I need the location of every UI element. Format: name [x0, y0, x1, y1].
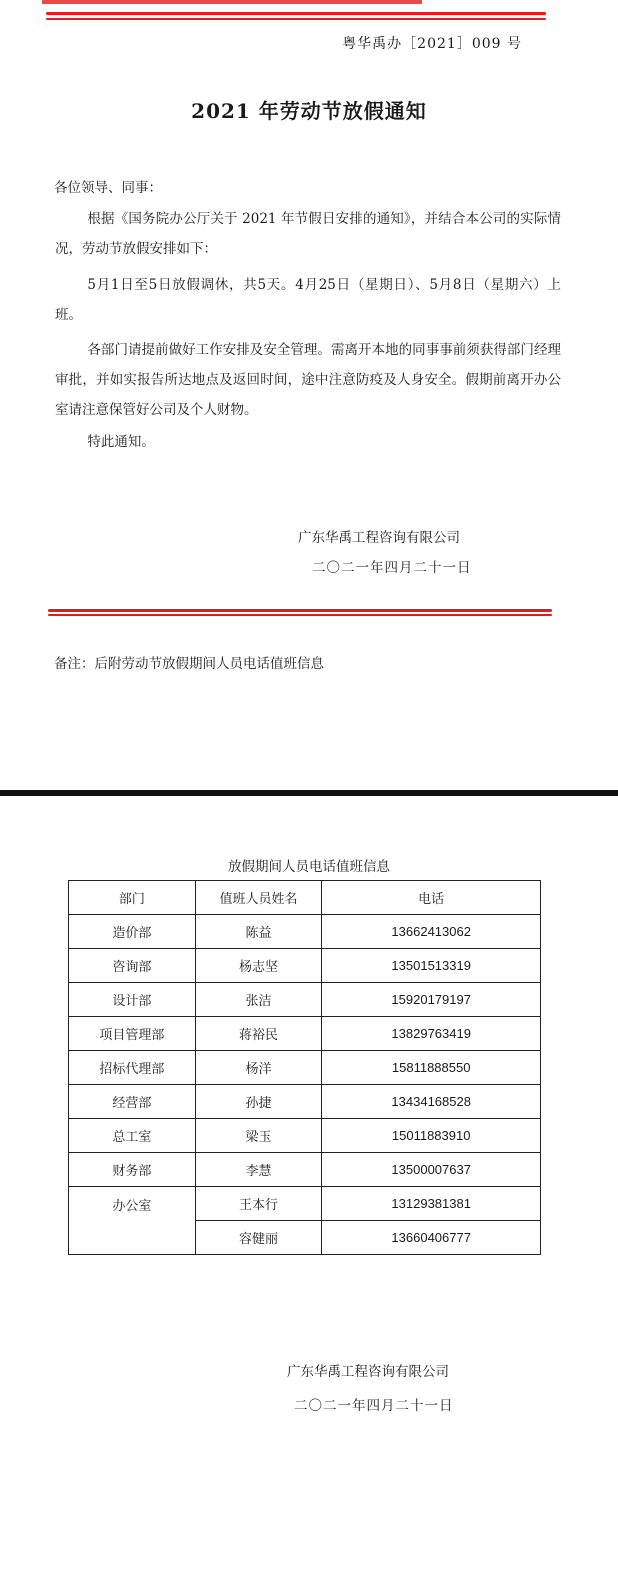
salutation: 各位领导、同事：: [54, 180, 162, 196]
cell-phone: 13500007637: [322, 1153, 541, 1187]
table-row: [69, 949, 541, 983]
cell-phone: 13829763419: [322, 1017, 541, 1051]
cell-phone: 15811888550: [322, 1051, 541, 1085]
cell-department: 咨询部: [69, 949, 196, 983]
cell-department: 经营部: [69, 1085, 196, 1119]
table-row: [69, 1187, 541, 1221]
cell-name: 陈益: [195, 915, 322, 949]
cell-department: 项目管理部: [69, 1017, 196, 1051]
header-phone: 电话: [322, 881, 541, 915]
page2-signature-date: 二〇二一年四月二十一日: [294, 1398, 454, 1414]
cell-name: 杨洋: [195, 1051, 322, 1085]
notice-page: [0, 0, 618, 790]
table-row: [69, 915, 541, 949]
cell-name: 容健丽: [195, 1221, 322, 1255]
cell-name: 蒋裕民: [195, 1017, 322, 1051]
cell-department: 总工室: [69, 1119, 196, 1153]
table-row: [69, 1017, 541, 1051]
table-row: [69, 983, 541, 1017]
red-header-line-secondary: [46, 18, 546, 20]
cell-department: 招标代理部: [69, 1051, 196, 1085]
header-name: 值班人员姓名: [195, 881, 322, 915]
cell-name: 杨志坚: [195, 949, 322, 983]
cell-phone: 15011883910: [322, 1119, 541, 1153]
cell-name: 梁玉: [195, 1119, 322, 1153]
duty-table-title: 放假期间人员电话值班信息: [228, 859, 390, 875]
table-row: [69, 1119, 541, 1153]
red-header-line-top: [42, 0, 422, 4]
table-header-row: [69, 881, 541, 915]
cell-name: 张洁: [195, 983, 322, 1017]
red-header-line: [46, 12, 546, 15]
red-footer-line-secondary: [48, 614, 552, 616]
cell-phone: 13129381381: [322, 1187, 541, 1221]
signature-company: 广东华禹工程咨询有限公司: [298, 530, 460, 546]
header-department: 部门: [69, 881, 196, 915]
notice-title: 2021 年劳动节放假通知: [191, 99, 427, 123]
cell-name: 孙捷: [195, 1085, 322, 1119]
cell-department: 财务部: [69, 1153, 196, 1187]
cell-phone: 13660406777: [322, 1221, 541, 1255]
paragraph-schedule: 5月1日至5日放假调休，共5天。4月25日（星期日）、5月8日（星期六）上班。: [55, 277, 561, 323]
paragraph-closing: 特此通知。: [87, 434, 155, 450]
cell-phone: 13501513319: [322, 949, 541, 983]
page2-signature-company: 广东华禹工程咨询有限公司: [287, 1364, 449, 1380]
document-number: 粤华禹办［2021］009 号: [342, 36, 522, 52]
table-row: [69, 1153, 541, 1187]
paragraph-basis: 根据《国务院办公厅关于 2021 年节假日安排的通知》，并结合本公司的实际情况，劳动节放假安排如下：: [55, 211, 561, 257]
cell-phone: 15920179197: [322, 983, 541, 1017]
cell-phone: 13434168528: [322, 1085, 541, 1119]
table-row: [69, 1085, 541, 1119]
note: 备注：后附劳动节放假期间人员电话值班信息: [54, 656, 324, 672]
table-row: [69, 1051, 541, 1085]
cell-name: 王本行: [195, 1187, 322, 1221]
signature-date: 二〇二一年四月二十一日: [312, 560, 472, 576]
cell-name: 李慧: [195, 1153, 322, 1187]
cell-phone: 13662413062: [322, 915, 541, 949]
paragraph-instructions: 各部门请提前做好工作安排及安全管理。需离开本地的同事事前须获得部门经理审批，并如实报告所达地点及返回时间，途中注意防疫及人身安全。假期前离开办公室请注意保管好公司及个人财物。: [55, 342, 561, 418]
cell-department: 造价部: [69, 915, 196, 949]
duty-table: [68, 880, 541, 1255]
red-footer-line: [48, 609, 552, 612]
cell-department-office: 办公室: [69, 1187, 196, 1255]
cell-department: 设计部: [69, 983, 196, 1017]
